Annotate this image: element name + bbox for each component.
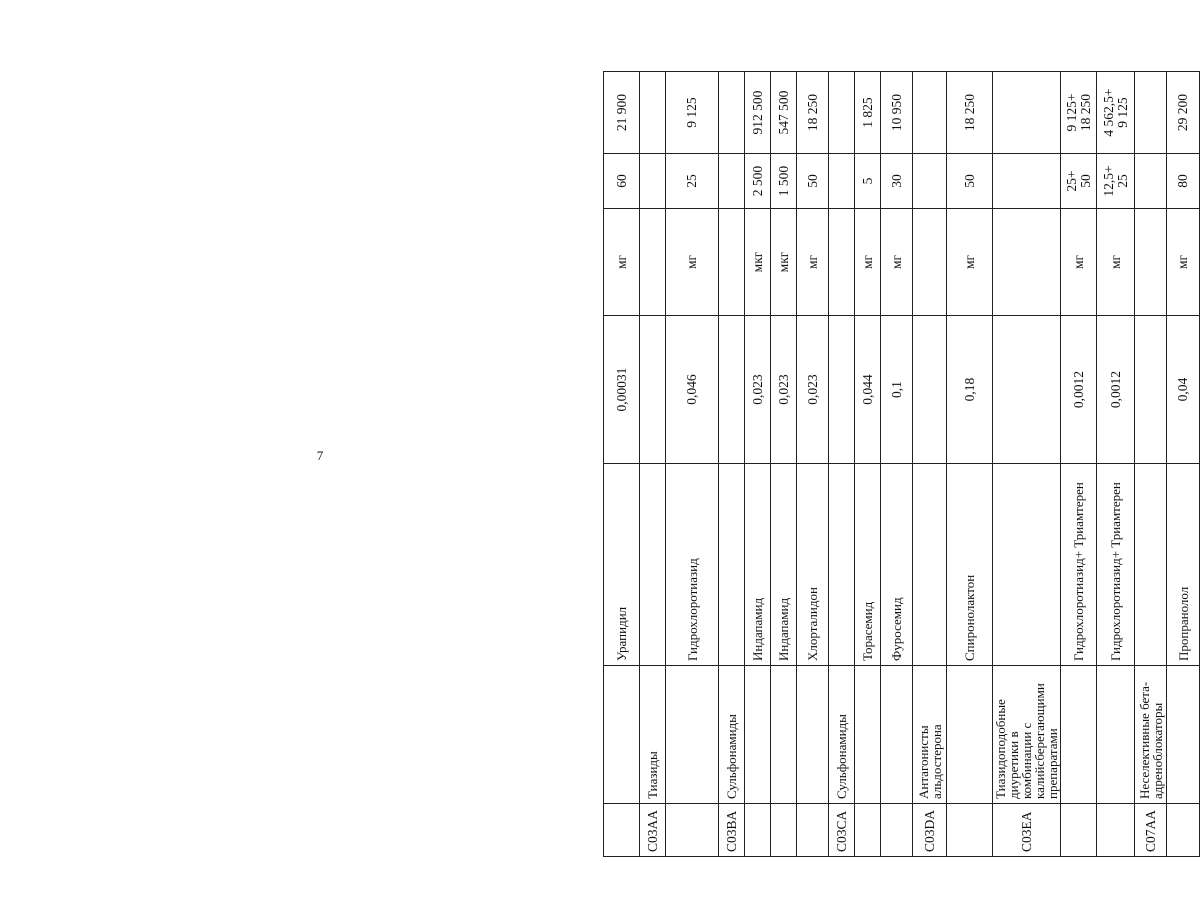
unit-cell: мкг bbox=[745, 209, 771, 316]
group-cell bbox=[745, 666, 771, 804]
factor-cell: 0,046 bbox=[666, 316, 719, 464]
dose-cell-line: 2 500 bbox=[749, 165, 765, 197]
drug-cell: Гидрохлоротиазид bbox=[666, 464, 719, 666]
dose-cell bbox=[771, 154, 797, 209]
group-cell bbox=[771, 666, 797, 804]
dose-cell bbox=[829, 154, 855, 209]
dose-cell-line: 25 bbox=[684, 174, 699, 188]
group-cell bbox=[1097, 666, 1135, 804]
page-number: 7 bbox=[316, 448, 324, 463]
dose-cell bbox=[881, 154, 913, 209]
code-cell bbox=[855, 804, 881, 857]
table-row bbox=[745, 72, 771, 857]
code-cell bbox=[604, 804, 640, 857]
dose-cell-line: 80 bbox=[1175, 174, 1190, 188]
code-cell: C07AA bbox=[1135, 804, 1167, 857]
rotated-table bbox=[603, 72, 1191, 857]
unit-cell: мг bbox=[1097, 209, 1135, 316]
table-row bbox=[993, 72, 1061, 857]
group-cell bbox=[1061, 666, 1097, 804]
unit-cell: мг bbox=[666, 209, 719, 316]
table-row bbox=[1167, 72, 1200, 857]
factor-cell bbox=[829, 316, 855, 464]
group-cell: Сульфонамиды bbox=[719, 666, 745, 804]
table-row bbox=[797, 72, 829, 857]
table-row bbox=[1135, 72, 1167, 857]
code-cell bbox=[881, 804, 913, 857]
group-cell: Антагонисты альдостерона bbox=[913, 666, 947, 804]
drug-cell bbox=[913, 464, 947, 666]
code-cell bbox=[1061, 804, 1097, 857]
total-cell-line: 912 500 bbox=[749, 90, 765, 135]
total-cell bbox=[771, 72, 797, 154]
drug-table-body bbox=[604, 72, 1200, 857]
total-cell bbox=[745, 72, 771, 154]
unit-cell: мг bbox=[797, 209, 829, 316]
dose-cell-line: 50 bbox=[1077, 174, 1093, 188]
total-cell bbox=[604, 72, 640, 154]
total-cell bbox=[666, 72, 719, 154]
factor-cell: 0,0012 bbox=[1061, 316, 1097, 464]
total-cell-line: 21 900 bbox=[613, 93, 629, 132]
total-cell bbox=[993, 72, 1061, 154]
unit-cell bbox=[640, 209, 666, 316]
dose-cell bbox=[640, 154, 666, 209]
total-cell-line: 18 250 bbox=[961, 93, 977, 132]
group-cell bbox=[797, 666, 829, 804]
unit-cell bbox=[719, 209, 745, 316]
group-cell bbox=[1167, 666, 1200, 804]
drug-cell: Хлорталидон bbox=[797, 464, 829, 666]
drug-cell: Пропранолол bbox=[1167, 464, 1200, 666]
total-cell bbox=[1167, 72, 1200, 154]
dose-cell bbox=[913, 154, 947, 209]
drug-cell: Индапамид bbox=[771, 464, 797, 666]
code-cell bbox=[745, 804, 771, 857]
drug-cell bbox=[640, 464, 666, 666]
drug-cell bbox=[719, 464, 745, 666]
code-cell: C03BA bbox=[719, 804, 745, 857]
total-cell bbox=[797, 72, 829, 154]
total-cell-line: 10 950 bbox=[888, 93, 904, 132]
dose-cell-line: 5 bbox=[859, 177, 875, 185]
code-cell bbox=[1167, 804, 1200, 857]
code-cell bbox=[666, 804, 719, 857]
drug-cell bbox=[829, 464, 855, 666]
factor-cell: 0,023 bbox=[797, 316, 829, 464]
dose-cell bbox=[993, 154, 1061, 209]
code-cell bbox=[797, 804, 829, 857]
total-cell-line: 4 562,5+ bbox=[1100, 88, 1116, 137]
dose-cell bbox=[797, 154, 829, 209]
dose-cell bbox=[947, 154, 993, 209]
drug-cell bbox=[993, 464, 1061, 666]
dose-cell bbox=[1061, 154, 1097, 209]
total-cell-line: 29 200 bbox=[1175, 93, 1190, 132]
dose-cell bbox=[745, 154, 771, 209]
total-cell bbox=[829, 72, 855, 154]
table-row bbox=[913, 72, 947, 857]
factor-cell bbox=[1135, 316, 1167, 464]
drug-cell bbox=[1135, 464, 1167, 666]
code-cell: C03EA bbox=[993, 804, 1061, 857]
dose-cell-line: 1 500 bbox=[775, 165, 791, 197]
unit-cell bbox=[1135, 209, 1167, 316]
total-cell bbox=[1061, 72, 1097, 154]
total-cell bbox=[947, 72, 993, 154]
unit-cell: мг bbox=[1167, 209, 1200, 316]
dose-cell-line: 25 bbox=[1114, 174, 1130, 188]
drug-cell: Гидрохлоротиазид+ Триамтерен bbox=[1097, 464, 1135, 666]
group-cell: Тиазиды bbox=[640, 666, 666, 804]
dose-cell bbox=[1097, 154, 1135, 209]
unit-cell: мг bbox=[947, 209, 993, 316]
unit-cell: мг bbox=[881, 209, 913, 316]
table-row bbox=[1061, 72, 1097, 857]
factor-cell bbox=[993, 316, 1061, 464]
unit-cell: мг bbox=[604, 209, 640, 316]
total-cell bbox=[1097, 72, 1135, 154]
group-cell bbox=[881, 666, 913, 804]
group-cell: Тиазидоподобные диуретики в комбинации с калийсберегающими препаратами bbox=[993, 666, 1061, 804]
table-row bbox=[666, 72, 719, 857]
factor-cell: 0,1 bbox=[881, 316, 913, 464]
dose-cell-line: 60 bbox=[613, 174, 629, 188]
factor-cell: 0,023 bbox=[771, 316, 797, 464]
factor-cell bbox=[719, 316, 745, 464]
drug-cell: Торасемид bbox=[855, 464, 881, 666]
total-cell bbox=[913, 72, 947, 154]
unit-cell bbox=[993, 209, 1061, 316]
table-row bbox=[829, 72, 855, 857]
total-cell-line: 9 125 bbox=[684, 97, 699, 128]
dose-cell-line: 50 bbox=[804, 174, 820, 188]
factor-cell: 0,0012 bbox=[1097, 316, 1135, 464]
total-cell bbox=[881, 72, 913, 154]
code-cell: C03DA bbox=[913, 804, 947, 857]
group-cell bbox=[666, 666, 719, 804]
code-cell bbox=[771, 804, 797, 857]
unit-cell: мг bbox=[855, 209, 881, 316]
table-row bbox=[640, 72, 666, 857]
total-cell bbox=[719, 72, 745, 154]
factor-cell: 0,044 bbox=[855, 316, 881, 464]
group-cell bbox=[855, 666, 881, 804]
table-row bbox=[604, 72, 640, 857]
dose-cell bbox=[604, 154, 640, 209]
factor-cell: 0,04 bbox=[1167, 316, 1200, 464]
code-cell: C03AA bbox=[640, 804, 666, 857]
factor-cell: 0,023 bbox=[745, 316, 771, 464]
dose-cell-line: 30 bbox=[888, 174, 904, 188]
table-row bbox=[719, 72, 745, 857]
total-cell-line: 9 125 bbox=[1114, 97, 1130, 128]
total-cell-line: 1 825 bbox=[859, 97, 875, 128]
total-cell-line: 9 125+ bbox=[1063, 93, 1079, 132]
drug-cell: Фуросемид bbox=[881, 464, 913, 666]
table-row bbox=[1097, 72, 1135, 857]
factor-cell: 0,18 bbox=[947, 316, 993, 464]
unit-cell bbox=[913, 209, 947, 316]
factor-cell bbox=[640, 316, 666, 464]
unit-cell: мг bbox=[1061, 209, 1097, 316]
table-row bbox=[947, 72, 993, 857]
total-cell-line: 18 250 bbox=[1077, 93, 1093, 132]
factor-cell bbox=[913, 316, 947, 464]
total-cell bbox=[855, 72, 881, 154]
total-cell-line: 547 500 bbox=[775, 90, 791, 135]
drug-cell: Индапамид bbox=[745, 464, 771, 666]
group-cell bbox=[947, 666, 993, 804]
total-cell-line: 18 250 bbox=[804, 93, 820, 132]
unit-cell bbox=[829, 209, 855, 316]
drug-cell: Урапидил bbox=[604, 464, 640, 666]
dose-cell bbox=[855, 154, 881, 209]
dose-cell-line: 25+ bbox=[1063, 170, 1079, 192]
code-cell bbox=[947, 804, 993, 857]
group-cell: Сульфонамиды bbox=[829, 666, 855, 804]
code-cell bbox=[1097, 804, 1135, 857]
dose-cell bbox=[666, 154, 719, 209]
dose-cell bbox=[1167, 154, 1200, 209]
dose-cell bbox=[1135, 154, 1167, 209]
table-row bbox=[881, 72, 913, 857]
group-cell: Неселективные бета-адреноблокаторы bbox=[1135, 666, 1167, 804]
table-row bbox=[855, 72, 881, 857]
code-cell: C03CA bbox=[829, 804, 855, 857]
total-cell bbox=[640, 72, 666, 154]
drug-cell: Спиронолактон bbox=[947, 464, 993, 666]
dose-cell-line: 50 bbox=[961, 174, 977, 188]
unit-cell: мкг bbox=[771, 209, 797, 316]
dose-cell-line: 12,5+ bbox=[1100, 165, 1116, 197]
dose-cell bbox=[719, 154, 745, 209]
factor-cell: 0,00031 bbox=[604, 316, 640, 464]
drug-cell: Гидрохлоротиазид+ Триамтерен bbox=[1061, 464, 1097, 666]
total-cell bbox=[1135, 72, 1167, 154]
group-cell bbox=[604, 666, 640, 804]
drug-table bbox=[603, 71, 1200, 857]
table-row bbox=[771, 72, 797, 857]
